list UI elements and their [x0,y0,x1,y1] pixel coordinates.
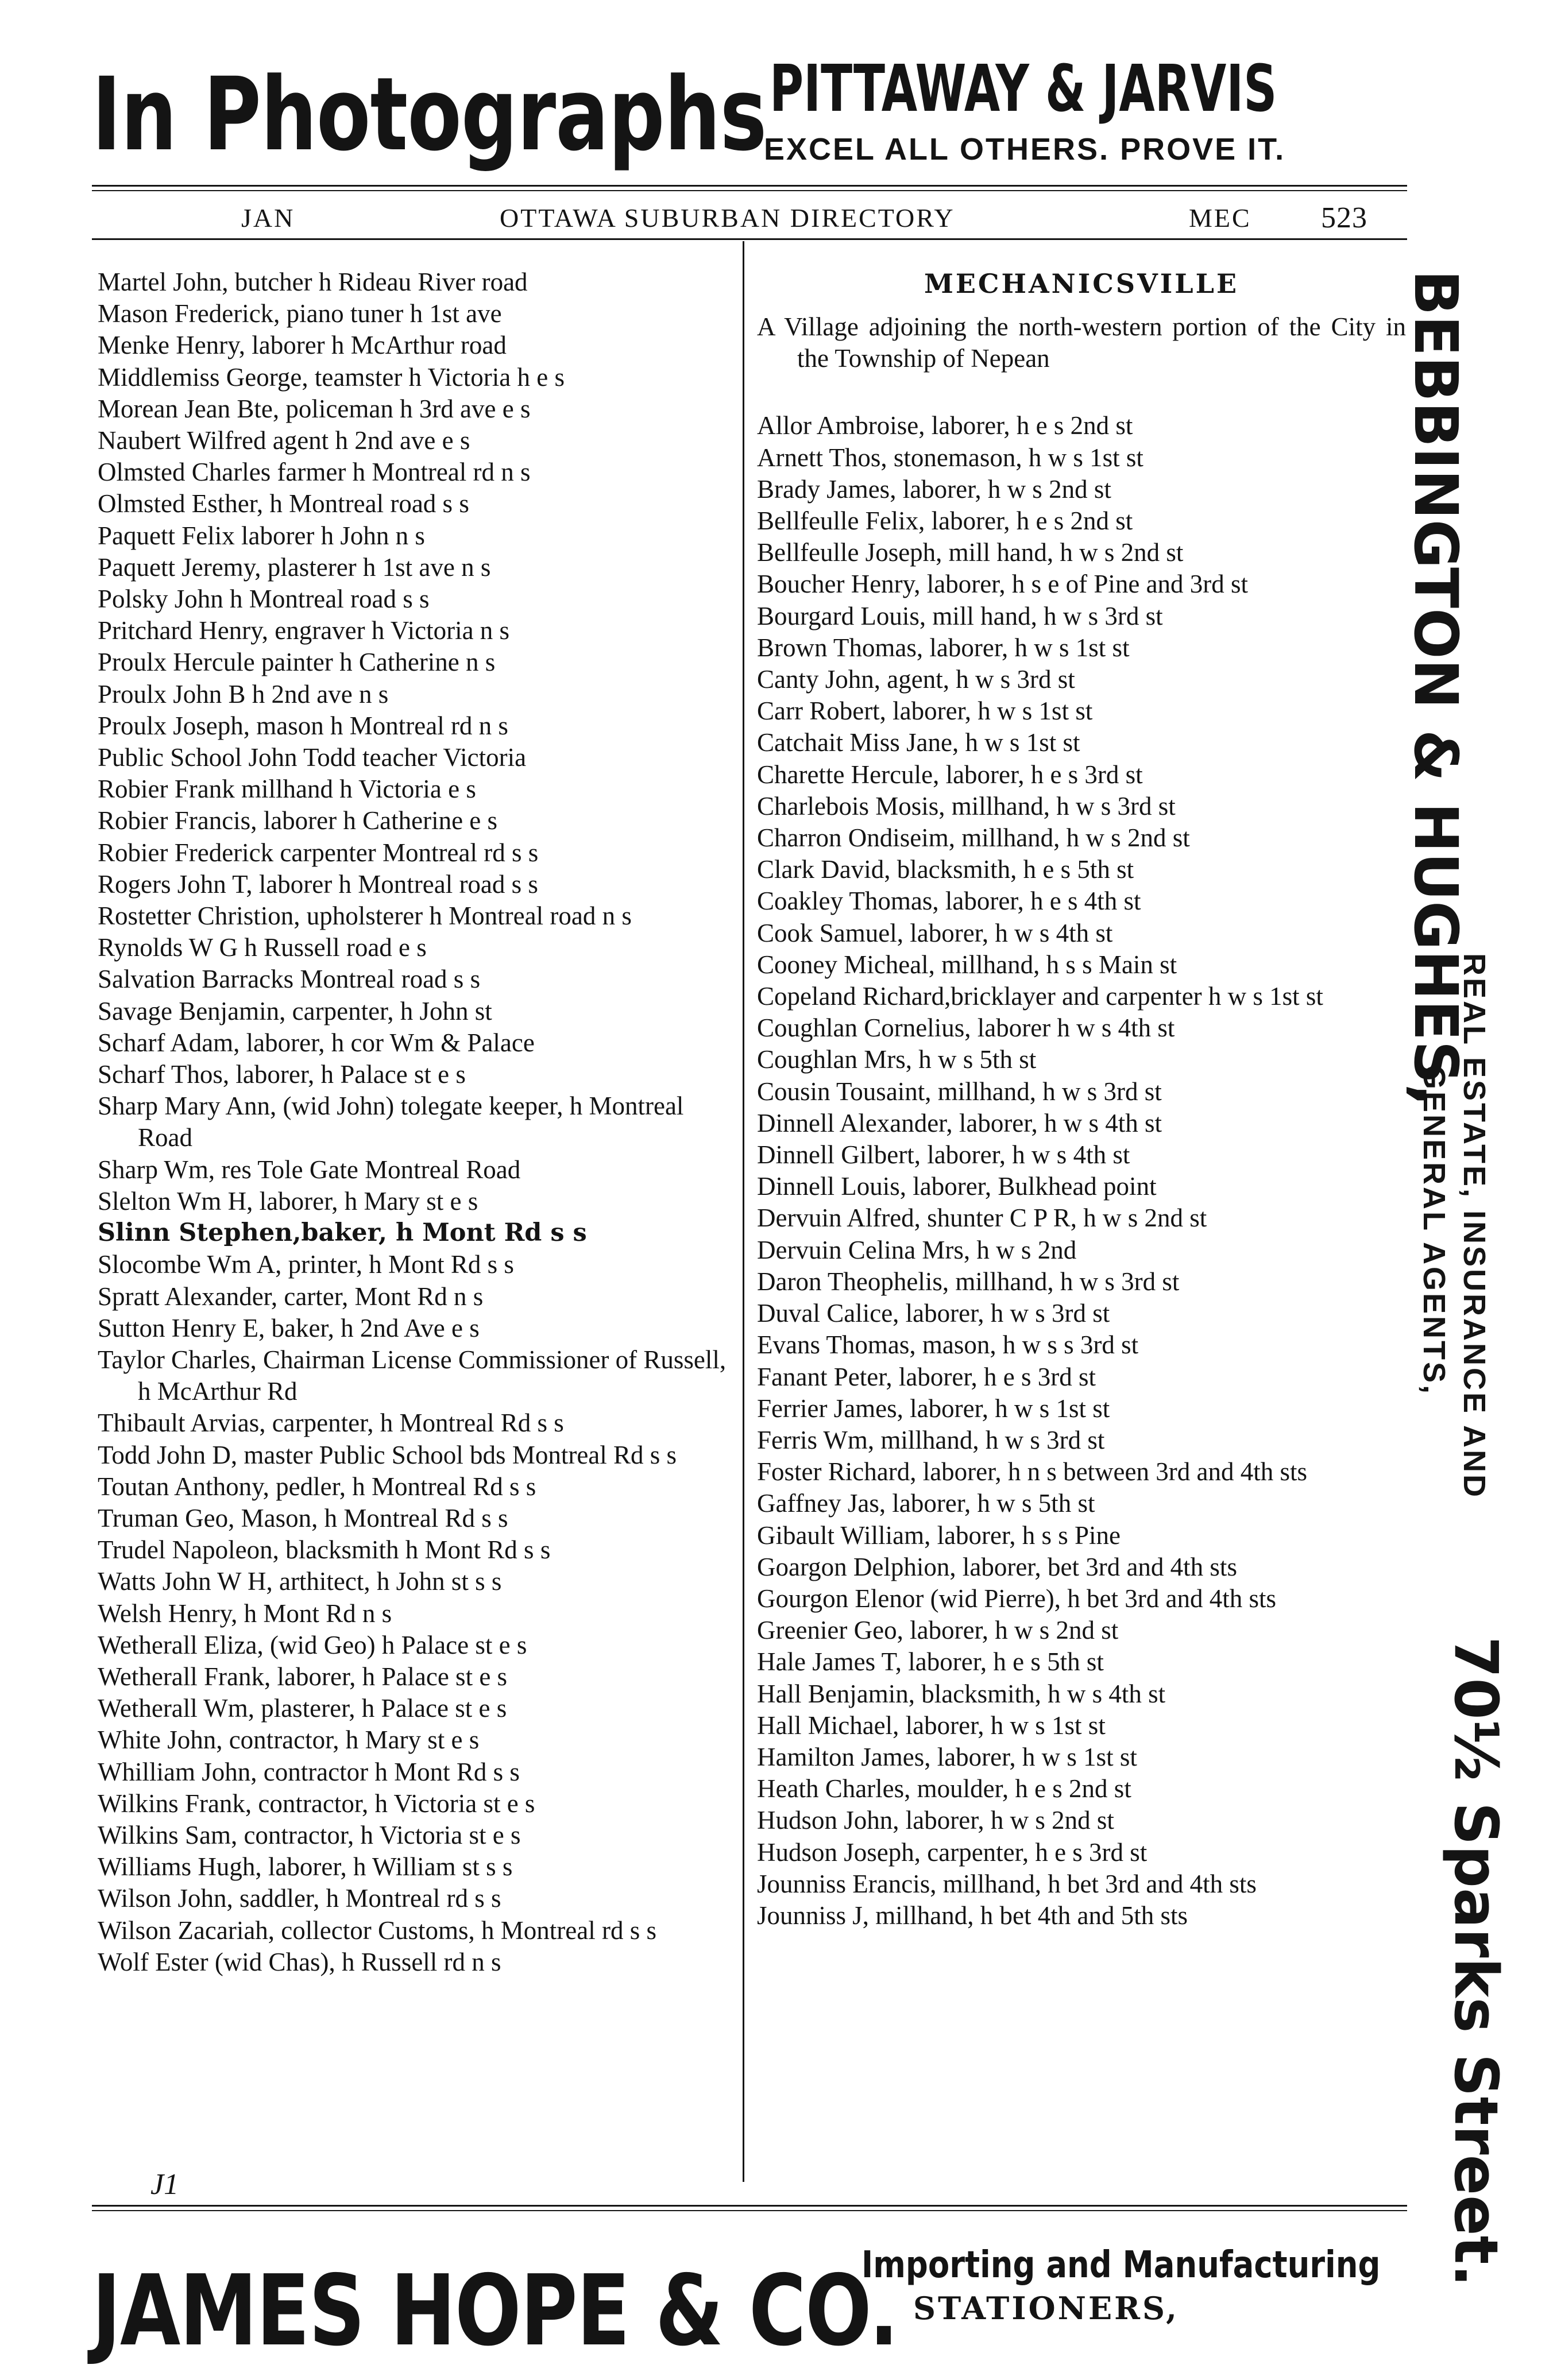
directory-entry: Sharp Wm, res Tole Gate Montreal Road [98,1155,521,1184]
directory-entry: Dervuin Alfred, shunter C P R, h w s 2nd st [757,1203,1207,1233]
directory-entry: Boucher Henry, laborer, h s e of Pine and 3rd st [757,570,1249,599]
directory-entry: Hamilton James, laborer, h w s 1st st [757,1742,1137,1771]
directory-entry: Charette Hercule, laborer, h e s 3rd st [757,760,1143,789]
directory-entry: Scharf Thos, laborer, h Palace st e s [98,1060,466,1089]
directory-entry: Jounniss Erancis, millhand, h bet 3rd and 4th sts [757,1869,1257,1898]
right-column [757,266,1406,1932]
directory-entry: Polsky John h Montreal road s s [98,585,430,614]
directory-entry: Trudel Napoleon, blacksmith h Mont Rd s s [98,1535,551,1565]
directory-entry: Dinnell Alexander, laborer, h w s 4th st [757,1108,1162,1137]
directory-entry: Olmsted Charles farmer h Montreal rd n s [98,458,531,487]
directory-entry: Spratt Alexander, carter, Mont Rd n s [98,1282,484,1311]
directory-entry: Carr Robert, laborer, h w s 1st st [757,696,1093,726]
side-ad-services: REAL ESTATE, INSURANCE AND [1457,953,1492,1500]
header-rule-top [92,185,1407,187]
left-column [98,266,735,1978]
directory-entry: Bellfeulle Joseph, mill hand, h w s 2nd st [757,538,1184,567]
directory-entry: Goargon Delphion, laborer, bet 3rd and 4th sts [757,1552,1237,1581]
side-ad-services-2: GENERAL AGENTS, [1417,1065,1451,1396]
directory-entry: Proulx Hercule painter h Catherine n s [98,648,496,677]
directory-entry: Wilson John, saddler, h Montreal rd s s [98,1884,501,1913]
directory-entry: Cook Samuel, laborer, h w s 4th st [757,918,1113,947]
directory-entry: Fanant Peter, laborer, h e s 3rd st [757,1362,1096,1391]
running-head-left: JAN [241,203,295,233]
directory-entry: Welsh Henry, h Mont Rd n s [98,1599,392,1628]
directory-entry: Morean Jean Bte, policeman h 3rd ave e s [98,394,531,423]
running-head-title: OTTAWA SUBURBAN DIRECTORY [500,203,955,233]
directory-entry: Cooney Micheal, millhand, h s s Main st [757,950,1177,979]
directory-entry: Bellfeulle Felix, laborer, h e s 2nd st [757,506,1133,536]
directory-entry: Daron Theophelis, millhand, h w s 3rd st [757,1267,1180,1296]
directory-entry: Copeland Richard,bricklayer and carpenter h w s 1st st [757,982,1323,1011]
directory-entry: Scharf Adam, laborer, h cor Wm & Palace [98,1028,535,1057]
directory-entry: Savage Benjamin, carpenter, h John st [98,996,492,1025]
footer-firm-name: JAMES HOPE & CO. [92,2254,898,2368]
ad-headline: In Photographs [92,56,767,173]
directory-entry: Sharp Mary Ann, (wid John) tolegate keeper, h Montreal Road [98,1092,684,1152]
directory-entry: Gourgon Elenor (wid Pierre), h bet 3rd and 4th sts [757,1584,1276,1613]
directory-entry: Dinnell Louis, laborer, Bulkhead point [757,1172,1157,1201]
directory-entry: Martel John, butcher h Rideau River road [98,268,528,296]
ad-slogan: EXCEL ALL OTHERS. PROVE IT. [764,132,1286,167]
directory-entry: Foster Richard, laborer, h n s between 3rd and 4th sts [757,1457,1307,1487]
directory-entry: Wolf Ester (wid Chas), h Russell rd n s [98,1947,501,1976]
directory-entry: Evans Thomas, mason, h w s s 3rd st [757,1330,1139,1360]
directory-entry: Catchait Miss Jane, h w s 1st st [757,728,1080,757]
directory-entry: Taylor Charles, Chairman License Commissioner of Russell, h McArthur Rd [98,1345,727,1406]
directory-entry: Menke Henry, laborer h McArthur road [98,331,507,360]
directory-entry: Jounniss J, millhand, h bet 4th and 5th sts [757,1901,1188,1930]
directory-entry: Williams Hugh, laborer, h William st s s [98,1852,513,1882]
directory-entry: Slocombe Wm A, printer, h Mont Rd s s [98,1250,514,1279]
header-rule-top-thin [92,190,1407,191]
directory-entry: Robier Frederick carpenter Montreal rd s s [98,838,539,867]
directory-entry: Salvation Barracks Montreal road s s [98,965,481,994]
column-divider [743,241,744,2182]
footer-tagline-2: STATIONERS, [913,2290,1179,2327]
directory-entry: Wilkins Sam, contractor, h Victoria st e s [98,1820,521,1849]
directory-entry: Naubert Wilfred agent h 2nd ave e s [98,426,470,455]
directory-entry: Paquett Jeremy, plasterer h 1st ave n s [98,552,491,582]
footer-rule [92,2205,1407,2207]
directory-entry: Coughlan Mrs, h w s 5th st [757,1045,1037,1074]
signature-mark: J1 [150,2168,179,2201]
directory-entry: Coughlan Cornelius, laborer h w s 4th st [757,1013,1175,1043]
directory-entry-advertiser: Slinn Stephen,baker, h Mont Rd s s [98,1218,587,1248]
directory-entry: Wilkins Frank, contractor, h Victoria st e s [98,1789,535,1818]
directory-entry: Paquett Felix laborer h John n s [98,521,425,550]
directory-entry: Hudson Joseph, carpenter, h e s 3rd st [757,1837,1148,1867]
directory-entry: Truman Geo, Mason, h Montreal Rd s s [98,1503,508,1533]
directory-entry: Duval Calice, laborer, h w s 3rd st [757,1299,1110,1328]
directory-entry: Gaffney Jas, laborer, h w s 5th st [757,1489,1095,1518]
directory-entry: Middlemiss George, teamster h Victoria h e s [98,362,565,392]
section-title: MECHANICSVILLE [924,268,1239,299]
directory-entry: Gibault William, laborer, h s s Pine [757,1520,1121,1550]
directory-entry: Proulx John B h 2nd ave n s [98,679,389,709]
directory-entry: Clark David, blacksmith, h e s 5th st [757,855,1134,884]
directory-entry: Charlebois Mosis, millhand, h w s 3rd st [757,791,1176,821]
directory-entry: Pritchard Henry, engraver h Victoria n s [98,616,510,645]
directory-entry: White John, contractor, h Mary st e s [98,1725,480,1755]
directory-entry: Hall Benjamin, blacksmith, h w s 4th st [757,1679,1166,1708]
directory-entry: Rogers John T, laborer h Montreal road s s [98,869,538,899]
running-head-right: MEC [1189,203,1251,233]
ad-firm-name: PITTAWAY & JARVIS [770,52,1277,126]
directory-entry: Watts John W H, arthitect, h John st s s [98,1567,502,1596]
directory-entry: Robier Francis, laborer h Catherine e s [98,806,498,835]
side-ad-firm: BEBBINGTON & HUGHES, [1401,270,1471,1106]
directory-entry: Dinnell Gilbert, laborer, h w s 4th st [757,1140,1130,1170]
directory-entry: Wetherall Eliza, (wid Geo) h Palace st e s [98,1630,527,1659]
directory-entry: Public School John Todd teacher Victoria [98,743,527,772]
directory-entry: Thibault Arvias, carpenter, h Montreal Rd s s [98,1408,564,1438]
directory-entry: Arnett Thos, stonemason, h w s 1st st [757,443,1143,472]
section-description: A Village adjoining the north-western portion of the City in the Township of Nepean [757,312,1406,373]
footer-tagline: Importing and Manufacturing [861,2244,1381,2286]
directory-entry: Toutan Anthony, pedler, h Montreal Rd s s [98,1472,536,1501]
directory-entry: Canty John, agent, h w s 3rd st [757,665,1075,694]
directory-entry: Cousin Tousaint, millhand, h w s 3rd st [757,1077,1162,1106]
directory-entry: Wetherall Frank, laborer, h Palace st e s [98,1662,508,1691]
directory-entry: Slelton Wm H, laborer, h Mary st e s [98,1186,478,1216]
directory-entry: Sutton Henry E, baker, h 2nd Ave e s [98,1313,480,1342]
directory-entry: Wilson Zacariah, collector Customs, h Montreal rd s s [98,1915,656,1945]
directory-entry: Hall Michael, laborer, h w s 1st st [757,1710,1106,1740]
directory-entry: Coakley Thomas, laborer, h e s 4th st [757,887,1141,916]
directory-entry: Ferrier James, laborer, h w s 1st st [757,1394,1110,1423]
directory-entry: Proulx Joseph, mason h Montreal rd n s [98,711,508,740]
directory-entry: Hudson John, laborer, h w s 2nd st [757,1806,1114,1835]
directory-entry: Brown Thomas, laborer, h w s 1st st [757,633,1130,662]
directory-entry: Ferris Wm, millhand, h w s 3rd st [757,1425,1105,1454]
directory-entry: Bourgard Louis, mill hand, h w s 3rd st [757,601,1163,630]
directory-entry: Robier Frank millhand h Victoria e s [98,775,476,804]
footer-rule-thin [92,2210,1407,2211]
side-ad-address: 70½ Sparks Street. [1441,1636,1511,2287]
directory-entry: Brady James, laborer, h w s 2nd st [757,474,1111,504]
directory-entry: Dervuin Celina Mrs, h w s 2nd [757,1235,1077,1264]
directory-entry: Charron Ondiseim, millhand, h w s 2nd st [757,823,1190,853]
directory-entry: Whilliam John, contractor h Mont Rd s s [98,1757,520,1786]
directory-entry: Wetherall Wm, plasterer, h Palace st e s [98,1694,507,1723]
directory-entry: Allor Ambroise, laborer, h e s 2nd st [757,411,1133,440]
directory-entry: Heath Charles, moulder, h e s 2nd st [757,1774,1131,1804]
directory-entry: Greenier Geo, laborer, h w s 2nd st [757,1616,1119,1645]
directory-entry: Todd John D, master Public School bds Montreal Rd s s [98,1440,677,1469]
directory-entry: Rostetter Christion, upholsterer h Montreal road n s [98,901,632,931]
header-rule-bottom [92,238,1407,240]
directory-entry: Olmsted Esther, h Montreal road s s [98,489,469,518]
directory-entry: Rynolds W G h Russell road e s [98,933,427,962]
directory-entry: Mason Frederick, piano tuner h 1st ave [98,299,502,328]
directory-entry: Hale James T, laborer, h e s 5th st [757,1647,1104,1677]
page-number: 523 [1321,202,1367,234]
